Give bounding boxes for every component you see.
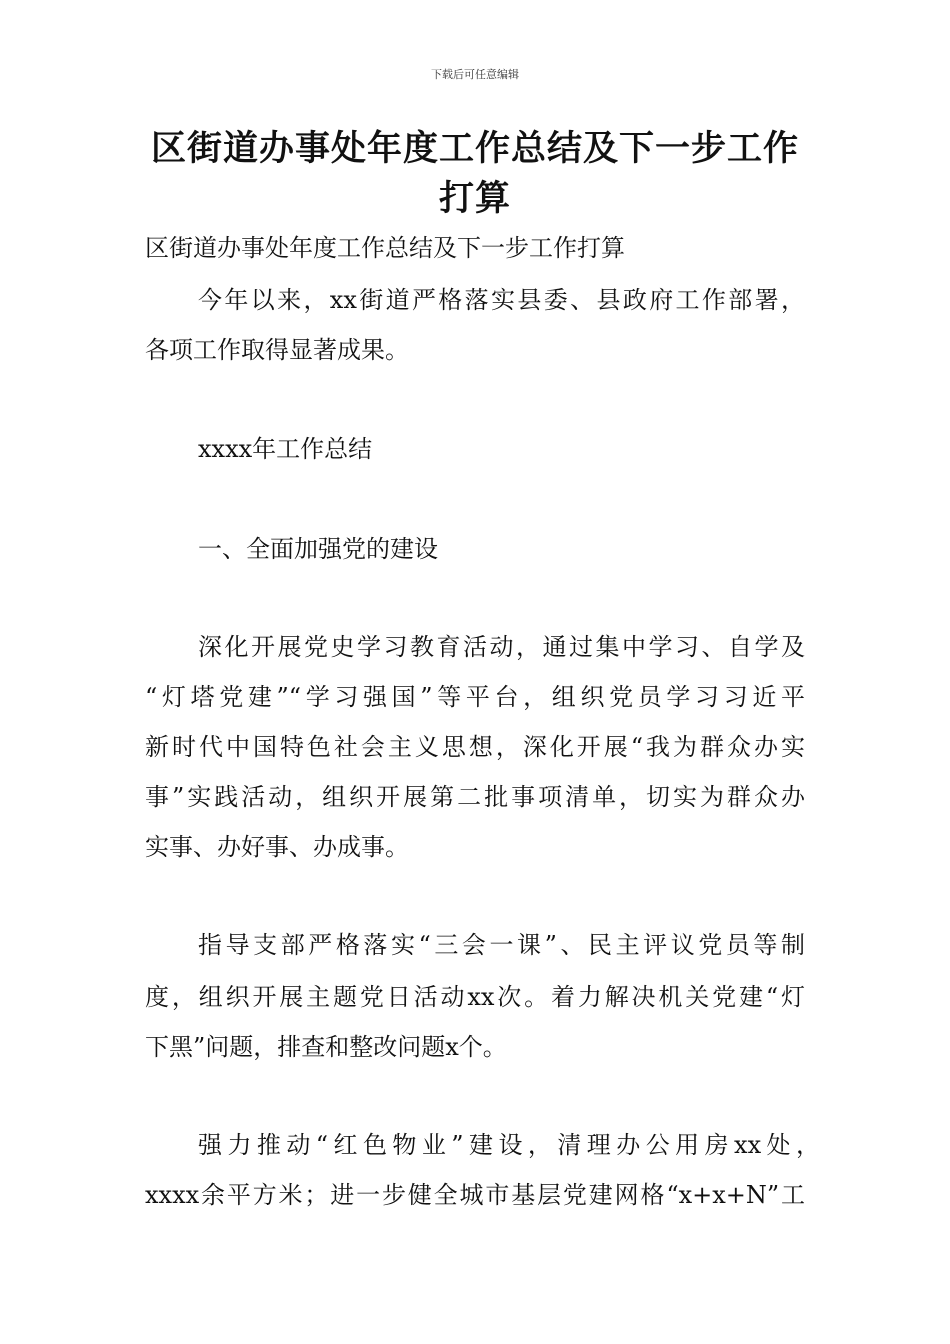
- document-subtitle: 区街道办事处年度工作总结及下一步工作打算: [145, 234, 625, 262]
- paragraph-line: 深化开展党史学习教育活动，通过集中学习、自学及: [198, 633, 805, 661]
- paragraph-line: 事”实践活动，组织开展第二批事项清单，切实为群众办: [145, 783, 805, 811]
- section-heading: xxxx年工作总结: [198, 435, 373, 463]
- title-line-2: 打算: [438, 179, 511, 219]
- title-line-1: 区街道办事处年度工作总结及下一步工作: [150, 129, 799, 169]
- paragraph-line: 指导支部严格落实“三会一课”、民主评议党员等制: [198, 931, 805, 959]
- subsection-heading: 一、全面加强党的建设: [198, 535, 438, 563]
- paragraph-line: 强力推动“红色物业”建设，清理办公用房xx处，: [198, 1131, 820, 1159]
- paragraph-line: “灯塔党建”“学习强国”等平台，组织党员学习习近平: [145, 683, 805, 711]
- paragraph-line: 新时代中国特色社会主义思想，深化开展“我为群众办实: [145, 733, 805, 761]
- paragraph-line: 实事、办好事、办成事。: [145, 833, 409, 861]
- paragraph-line: 度，组织开展主题党日活动xx次。着力解决机关党建“灯: [145, 983, 805, 1011]
- paragraph-line: 下黑”问题，排查和整改问题x个。: [145, 1033, 507, 1061]
- paragraph-line: xxxx余平方米；进一步健全城市基层党建网格“x+x+N”工: [145, 1181, 805, 1209]
- intro-line-2: 各项工作取得显著成果。: [145, 336, 409, 364]
- document-title: [140, 124, 810, 224]
- intro-line-1: 今年以来，xx街道严格落实县委、县政府工作部署，: [198, 286, 805, 314]
- header-note: 下载后可任意编辑: [431, 68, 519, 81]
